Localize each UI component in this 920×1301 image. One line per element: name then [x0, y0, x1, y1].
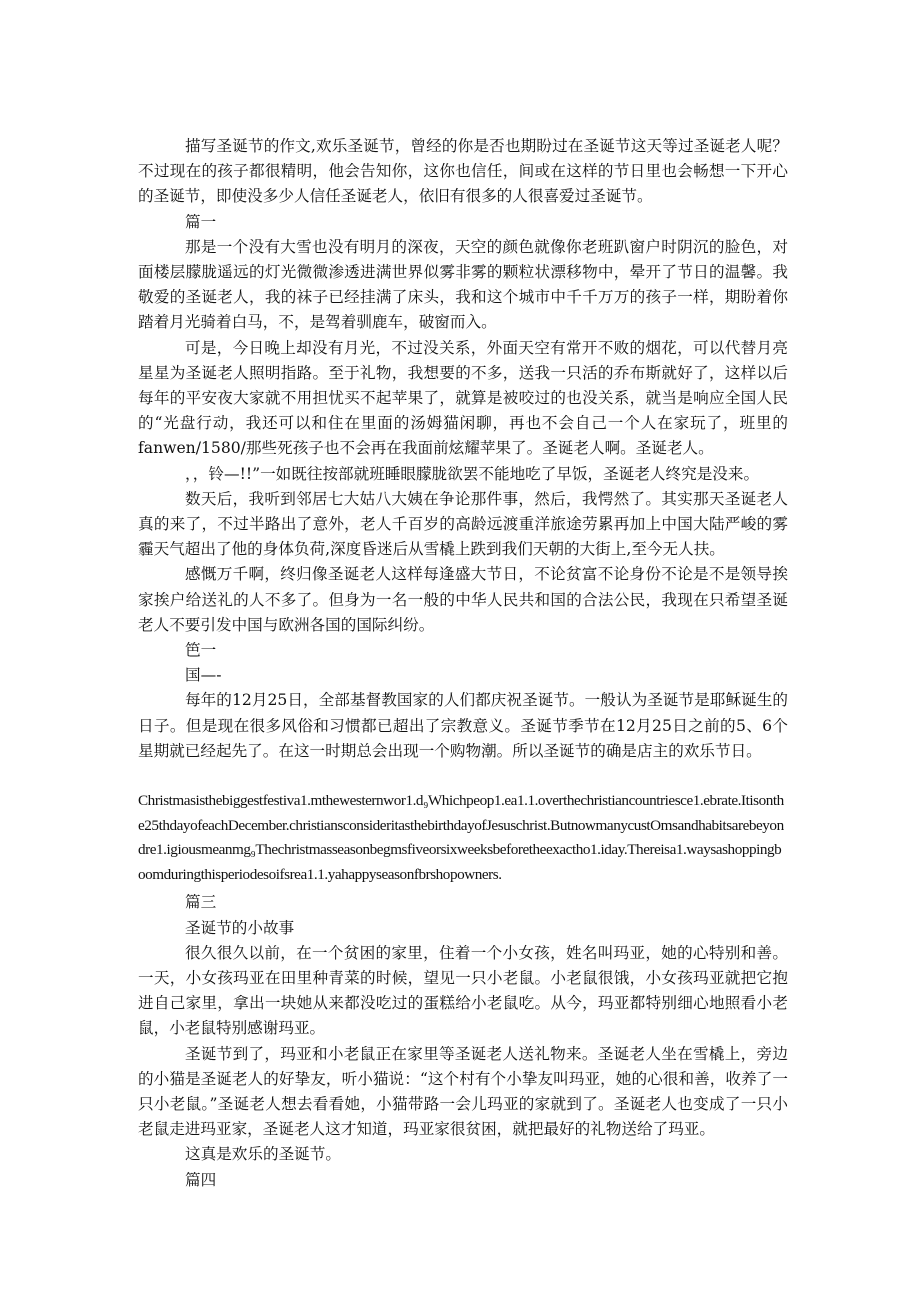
section-heading-1: 篇一 [185, 212, 217, 231]
paragraph-9: 这真是欢乐的圣诞节。 [185, 1145, 341, 1164]
paragraph-8: 圣诞节到了，玛亚和小老鼠正在家里等圣诞老人送礼物来。圣诞老人坐在雪橇上，旁边的小猫是圣诞老人的好挚友，听小猫说：“这个村有个小挚友叫玛亚，她的心很和善，收养了一只小老鼠。”圣诞老人想去看看她，小猫带路一会儿玛亚的家就到了。圣诞老人也变成了一只小老鼠走进玛亚家，圣诞老人这才知道，玛亚家很贫困，就把最好的礼物送给了玛亚。 [138, 1044, 788, 1139]
paragraph-2: 可是，今日晚上却没有月光，不过没关系，外面天空有常开不败的烟花，可以代替月亮星星为圣诞老人照明指路。至于礼物，我想要的不多，送我一只活的乔布斯就好了，这样以后每年的平安夜大家就不用担忧买不起苹果了，就算是被咬过的也没关系，就当是响应全国人民的“光盘行动，我还可以和住在里面的汤姆猫闲聊，再也不会自己一个人在家玩了，班里的fanwen/1580/那些死孩子也不会再在我面前炫耀苹果了。圣诞老人啊。圣诞老人。 [138, 338, 788, 458]
section-subheading-2: 国—- [185, 666, 222, 685]
paragraph-5: 感慨万千啊，终归像圣诞老人这样每逢盛大节日，不论贫富不论身份不论是不是领导挨家挨户给送礼的人不多了。但身为一名一般的中华人民共和国的合法公民，我现在只希望圣诞老人不要引发中国与欧洲各国的国际纠纷。 [138, 565, 788, 634]
intro-paragraph: 描写圣诞节的作文,欢乐圣诞节，曾经的你是否也期盼过在圣诞节这天等过圣诞老人呢？不过现在的孩子都很精明，他会告知你，这你也信任，间或在这样的节日里也会畅想一下开心的圣诞节，即使没多少人信任圣诞老人，依旧有很多的人很喜爱过圣诞节。 [138, 137, 788, 206]
section-heading-2: 笆一 [185, 641, 217, 660]
paragraph-1: 那是一个没有大雪也没有明月的深夜，天空的颜色就像你老班趴窗户时阴沉的脸色，对面楼层朦胧遥远的灯光微微渗透进满世界似雾非雾的颗粒状漂移物中，晕开了节日的温馨。我敬爱的圣诞老人，我的袜子已经挂满了床头，我和这个城市中千千万万的孩子一样，期盼着你踏着月光骑着白马，不，是驾着驯鹿车，破窗而入。 [138, 237, 788, 332]
paragraph-7: 很久很久以前，在一个贫困的家里，住着一个小女孩，姓名叫玛亚，她的心特别和善。一天，小女孩玛亚在田里种青菜的时候，望见一只小老鼠。小老鼠很饿，小女孩玛亚就把它抱进自己家里，拿出一块她从来都没吃过的蛋糕给小老鼠吃。从今，玛亚都特别细心地照看小老鼠，小老鼠特别感谢玛亚。 [138, 943, 788, 1038]
story-title: 圣诞节的小故事 [185, 918, 295, 937]
english-paragraph: Christmasisthebiggestfestiva1.mthewesternwor1.d₉Whichpeop1.ea1.1.overthechristiancountriesce1.ebrate.Itisonthe25thdayofeachDecember.christiansconsideritasthebirthdayofJesuschrist.ButnowmanycustOmsandhabitsarebeyondre1.igiousmeanmg₉Thechristmasseasonbegmsfiveorsixweeksbeforetheexactho1.iday.Thereisa1.waysashoppingboomduringthisperiodesoifsrea1.1.yahappyseasonfbrshopowners. [138, 792, 784, 883]
paragraph-3: ，，铃—!!”一如既往按部就班睡眼朦胧欲罢不能地吃了早饭，圣诞老人终究是没来。 [185, 464, 760, 483]
paragraph-4: 数天后，我听到邻居七大姑八大姨在争论那件事，然后，我愕然了。其实那天圣诞老人真的来了，不过半路出了意外，老人千百岁的高龄远渡重洋旅途劳累再加上中国大陆严峻的雾霾天气超出了他的身体负荷,深度昏迷后从雪橇上跌到我们天朝的大街上,至今无人扶。 [138, 489, 788, 559]
paragraph-6: 每年的12月25日，全部基督教国家的人们都庆祝圣诞节。一般认为圣诞节是耶稣诞生的日子。但是现在很多风俗和习惯都已超出了宗教意义。圣诞节季节在12月25日之前的5、6个星期就已经起先了。在这一时期总会出现一个购物潮。所以圣诞节的确是店主的欢乐节日。 [138, 691, 788, 760]
section-heading-4: 篇四 [185, 1170, 217, 1189]
article-body [138, 134, 788, 1193]
section-heading-3: 篇三 [185, 893, 217, 912]
